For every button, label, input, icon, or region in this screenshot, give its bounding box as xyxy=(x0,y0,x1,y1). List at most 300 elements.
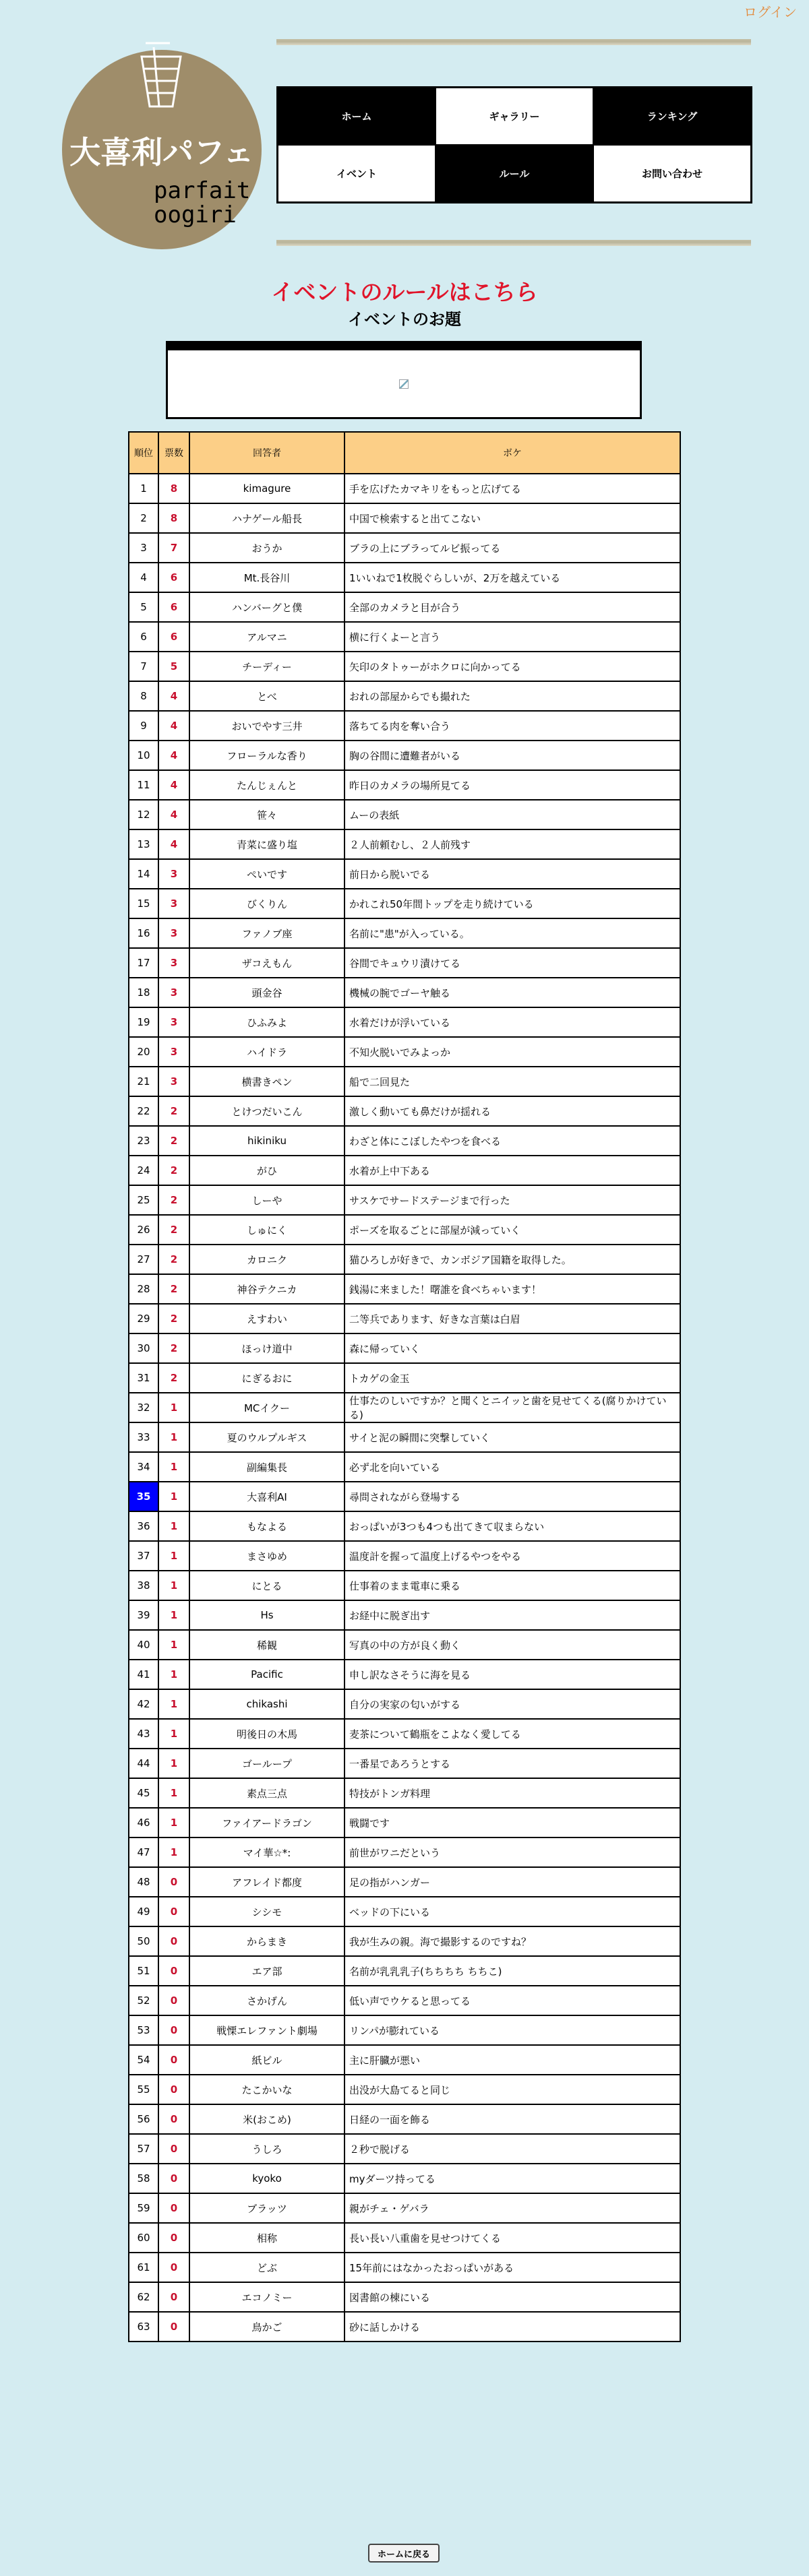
respondent-cell: もなよる xyxy=(189,1511,344,1541)
table-row xyxy=(129,1926,680,1956)
table-row xyxy=(129,948,680,978)
respondent-cell: がひ xyxy=(189,1156,344,1185)
votes-cell: 1 xyxy=(158,1778,189,1808)
boke-cell: おれの部屋からでも撮れた xyxy=(344,681,680,711)
respondent-cell: 紙ビル xyxy=(189,2045,344,2075)
parfait-oogiri-logo[interactable] xyxy=(61,42,263,251)
rank-cell: 47 xyxy=(129,1837,158,1867)
theme-heading: イベントのお題 xyxy=(348,310,461,329)
votes-cell: 0 xyxy=(158,2193,189,2223)
table-row xyxy=(129,1897,680,1926)
rank-cell: 35 xyxy=(129,1482,158,1511)
nav-item[interactable]: ランキング xyxy=(593,88,751,145)
rank-cell: 7 xyxy=(129,652,158,681)
rank-cell: 48 xyxy=(129,1867,158,1897)
votes-cell: 1 xyxy=(158,1689,189,1719)
votes-cell: 0 xyxy=(158,1986,189,2015)
votes-cell: 7 xyxy=(158,533,189,563)
rank-cell: 54 xyxy=(129,2045,158,2075)
boke-cell: ポーズを取るごとに部屋が減っていく xyxy=(344,1215,680,1245)
rank-cell: 39 xyxy=(129,1600,158,1630)
table-row xyxy=(129,2312,680,2342)
votes-cell: 0 xyxy=(158,1956,189,1986)
login-link[interactable]: ログイン xyxy=(744,4,797,20)
rank-cell: 63 xyxy=(129,2312,158,2342)
respondent-cell: Hs xyxy=(189,1600,344,1630)
table-row xyxy=(129,2164,680,2193)
votes-cell: 3 xyxy=(158,1007,189,1037)
boke-cell: お経中に脱ぎ出す xyxy=(344,1600,680,1630)
boke-cell: ブラの上にブラってルビ振ってる xyxy=(344,533,680,563)
boke-cell: 写真の中の方が良く動く xyxy=(344,1630,680,1660)
boke-cell: おっぱいが3つも4つも出てきて収まらない xyxy=(344,1511,680,1541)
boke-cell: 麦茶について鶴瓶をこよなく愛してる xyxy=(344,1719,680,1749)
respondent-cell: うしろ xyxy=(189,2134,344,2164)
logo-sub-text-2: oogiri xyxy=(154,201,237,228)
table-row xyxy=(129,2045,680,2075)
votes-cell: 0 xyxy=(158,2223,189,2253)
boke-cell: サイと泥の瞬間に突撃していく xyxy=(344,1422,680,1452)
rank-cell: 49 xyxy=(129,1897,158,1926)
votes-cell: 3 xyxy=(158,1037,189,1067)
votes-cell: 3 xyxy=(158,1067,189,1096)
table-row xyxy=(129,1778,680,1808)
nav-item[interactable]: ギャラリー xyxy=(436,88,593,145)
table-row xyxy=(129,2134,680,2164)
votes-cell: 0 xyxy=(158,1897,189,1926)
table-row xyxy=(129,2015,680,2045)
respondent-cell: 戦慄エレファント劇場 xyxy=(189,2015,344,2045)
boke-cell: 全部のカメラと目が合う xyxy=(344,592,680,622)
table-row xyxy=(129,1837,680,1867)
rank-cell: 22 xyxy=(129,1096,158,1126)
respondent-cell: kimagure xyxy=(189,474,344,503)
rules-link-title[interactable]: イベントのルールはこちら xyxy=(271,279,538,305)
boke-cell: 親がチェ・ゲバラ xyxy=(344,2193,680,2223)
table-row xyxy=(129,622,680,652)
boke-cell: 不知火脱いでみよっか xyxy=(344,1037,680,1067)
boke-cell: 15年前にはなかったおっぱいがある xyxy=(344,2253,680,2282)
votes-cell: 2 xyxy=(158,1274,189,1304)
table-row xyxy=(129,1630,680,1660)
respondent-cell: シシモ xyxy=(189,1897,344,1926)
respondent-cell: ほっけ道中 xyxy=(189,1333,344,1363)
respondent-cell: 米(おこめ) xyxy=(189,2104,344,2134)
votes-cell: 0 xyxy=(158,2104,189,2134)
nav-item[interactable]: お問い合わせ xyxy=(593,145,751,202)
votes-cell: 1 xyxy=(158,1393,189,1422)
rank-cell: 25 xyxy=(129,1185,158,1215)
boke-cell: 矢印のタトゥーがホクロに向かってる xyxy=(344,652,680,681)
votes-cell: 5 xyxy=(158,652,189,681)
votes-cell: 2 xyxy=(158,1245,189,1274)
votes-cell: 0 xyxy=(158,2075,189,2104)
rank-cell: 8 xyxy=(129,681,158,711)
votes-cell: 1 xyxy=(158,1837,189,1867)
respondent-cell: ひふみよ xyxy=(189,1007,344,1037)
table-row xyxy=(129,1422,680,1452)
respondent-cell: Pacific xyxy=(189,1660,344,1689)
respondent-cell: hikiniku xyxy=(189,1126,344,1156)
table-row xyxy=(129,2253,680,2282)
rank-cell: 26 xyxy=(129,1215,158,1245)
table-row xyxy=(129,1126,680,1156)
boke-cell: 谷間でキュウリ漬けてる xyxy=(344,948,680,978)
votes-cell: 3 xyxy=(158,918,189,948)
table-row xyxy=(129,1274,680,1304)
respondent-cell: 横書きペン xyxy=(189,1067,344,1096)
rank-cell: 11 xyxy=(129,770,158,800)
respondent-cell: 稀観 xyxy=(189,1630,344,1660)
rank-cell: 37 xyxy=(129,1541,158,1571)
respondent-cell: さかげん xyxy=(189,1986,344,2015)
boke-cell: ムーの表紙 xyxy=(344,800,680,829)
table-row xyxy=(129,503,680,533)
header-respondent: 回答者 xyxy=(189,432,344,474)
boke-cell: 仕事たのしいですか？と聞くとニイッと歯を見せてくる(腐りかけている) xyxy=(344,1393,680,1422)
respondent-cell: まさゆめ xyxy=(189,1541,344,1571)
respondent-cell: 青菜に盛り塩 xyxy=(189,829,344,859)
boke-cell: 横に行くよーと言う xyxy=(344,622,680,652)
table-row xyxy=(129,1037,680,1067)
table-row xyxy=(129,652,680,681)
votes-cell: 0 xyxy=(158,2015,189,2045)
respondent-cell: にぎるおに xyxy=(189,1363,344,1393)
table-header-row xyxy=(129,432,680,474)
votes-cell: 0 xyxy=(158,1926,189,1956)
table-row xyxy=(129,1867,680,1897)
rank-cell: 1 xyxy=(129,474,158,503)
table-row xyxy=(129,1511,680,1541)
boke-cell: myダーツ持ってる xyxy=(344,2164,680,2193)
boke-cell: 森に帰っていく xyxy=(344,1333,680,1363)
table-row xyxy=(129,1452,680,1482)
respondent-cell: 夏のウルプルギス xyxy=(189,1422,344,1452)
boke-cell: 図書館の棟にいる xyxy=(344,2282,680,2312)
header-votes: 票数 xyxy=(158,432,189,474)
votes-cell: 1 xyxy=(158,1511,189,1541)
respondent-cell: どぶ xyxy=(189,2253,344,2282)
rank-cell: 10 xyxy=(129,741,158,770)
rank-cell: 59 xyxy=(129,2193,158,2223)
table-row xyxy=(129,1689,680,1719)
nav-item[interactable]: ホーム xyxy=(278,88,436,145)
theme-image-box xyxy=(166,341,642,419)
rank-cell: 38 xyxy=(129,1571,158,1600)
votes-cell: 2 xyxy=(158,1304,189,1333)
rank-cell: 16 xyxy=(129,918,158,948)
results-body xyxy=(129,474,680,2342)
rank-cell: 36 xyxy=(129,1511,158,1541)
respondent-cell: しゅにく xyxy=(189,1215,344,1245)
table-row xyxy=(129,1067,680,1096)
rank-cell: 40 xyxy=(129,1630,158,1660)
table-row xyxy=(129,1571,680,1600)
table-row xyxy=(129,1660,680,1689)
votes-cell: 1 xyxy=(158,1600,189,1630)
table-row xyxy=(129,1956,680,1986)
boke-cell: ２秒で脱げる xyxy=(344,2134,680,2164)
boke-cell: 出没が大島てると同じ xyxy=(344,2075,680,2104)
respondent-cell: とけつだいこん xyxy=(189,1096,344,1126)
boke-cell: 申し訳なさそうに海を見る xyxy=(344,1660,680,1689)
votes-cell: 1 xyxy=(158,1571,189,1600)
respondent-cell: とべ xyxy=(189,681,344,711)
table-row xyxy=(129,1482,680,1511)
nav-item[interactable]: イベント xyxy=(278,145,436,202)
votes-cell: 8 xyxy=(158,474,189,503)
table-row xyxy=(129,770,680,800)
boke-cell: リンパが膨れている xyxy=(344,2015,680,2045)
table-row xyxy=(129,681,680,711)
rank-cell: 30 xyxy=(129,1333,158,1363)
rank-cell: 44 xyxy=(129,1749,158,1778)
respondent-cell: ぺいです xyxy=(189,859,344,889)
boke-cell: 足の指がハンガー xyxy=(344,1867,680,1897)
respondent-cell: ハンバーグと僕 xyxy=(189,592,344,622)
votes-cell: 2 xyxy=(158,1363,189,1393)
votes-cell: 4 xyxy=(158,681,189,711)
rank-cell: 27 xyxy=(129,1245,158,1274)
boke-cell: 水着が上中下ある xyxy=(344,1156,680,1185)
table-row xyxy=(129,2104,680,2134)
boke-cell: 前世がワニだという xyxy=(344,1837,680,1867)
rank-cell: 3 xyxy=(129,533,158,563)
table-row xyxy=(129,1007,680,1037)
respondent-cell: 副編集長 xyxy=(189,1452,344,1482)
table-row xyxy=(129,1363,680,1393)
table-row xyxy=(129,1215,680,1245)
respondent-cell: 笹々 xyxy=(189,800,344,829)
results-table xyxy=(128,431,681,2342)
boke-cell: 日経の一面を飾る xyxy=(344,2104,680,2134)
respondent-cell: エコノミー xyxy=(189,2282,344,2312)
respondent-cell: にとる xyxy=(189,1571,344,1600)
table-row xyxy=(129,1719,680,1749)
respondent-cell: カロニク xyxy=(189,1245,344,1274)
respondent-cell: えすわい xyxy=(189,1304,344,1333)
rank-cell: 5 xyxy=(129,592,158,622)
rank-cell: 6 xyxy=(129,622,158,652)
respondent-cell: アルマニ xyxy=(189,622,344,652)
boke-cell: 戦闘です xyxy=(344,1808,680,1837)
votes-cell: 4 xyxy=(158,741,189,770)
respondent-cell: フローラルな香り xyxy=(189,741,344,770)
votes-cell: 4 xyxy=(158,711,189,741)
rank-cell: 24 xyxy=(129,1156,158,1185)
header-boke: ボケ xyxy=(344,432,680,474)
boke-cell: ２人前頼むし、２人前残す xyxy=(344,829,680,859)
votes-cell: 2 xyxy=(158,1126,189,1156)
boke-cell: 低い声でウケると思ってる xyxy=(344,1986,680,2015)
table-row xyxy=(129,800,680,829)
votes-cell: 6 xyxy=(158,563,189,592)
boke-cell: かれこれ50年間トップを走り続けている xyxy=(344,889,680,918)
table-row xyxy=(129,533,680,563)
votes-cell: 2 xyxy=(158,1185,189,1215)
respondent-cell: 相称 xyxy=(189,2223,344,2253)
respondent-cell: たんじぇんと xyxy=(189,770,344,800)
boke-cell: 船で二回見た xyxy=(344,1067,680,1096)
rank-cell: 15 xyxy=(129,889,158,918)
boke-cell: 必ず北を向いている xyxy=(344,1452,680,1482)
boke-cell: 二等兵であります、好きな言葉は白眉 xyxy=(344,1304,680,1333)
respondent-cell: たこかいな xyxy=(189,2075,344,2104)
table-row xyxy=(129,1393,680,1422)
table-row xyxy=(129,918,680,948)
rank-cell: 52 xyxy=(129,1986,158,2015)
table-row xyxy=(129,2193,680,2223)
bottom-divider xyxy=(276,240,751,246)
table-row xyxy=(129,1096,680,1126)
rank-cell: 62 xyxy=(129,2282,158,2312)
table-row xyxy=(129,592,680,622)
rank-cell: 42 xyxy=(129,1689,158,1719)
respondent-cell: 大喜利AI xyxy=(189,1482,344,1511)
boke-cell: 昨日のカメラの場所見てる xyxy=(344,770,680,800)
respondent-cell: しーや xyxy=(189,1185,344,1215)
rank-cell: 2 xyxy=(129,503,158,533)
rank-cell: 17 xyxy=(129,948,158,978)
table-row xyxy=(129,2075,680,2104)
boke-cell: 銭湯に来ました！曙誰を食べちゃいます！ xyxy=(344,1274,680,1304)
rank-cell: 34 xyxy=(129,1452,158,1482)
table-row xyxy=(129,889,680,918)
votes-cell: 1 xyxy=(158,1452,189,1482)
rank-cell: 58 xyxy=(129,2164,158,2193)
respondent-cell: 素点三点 xyxy=(189,1778,344,1808)
respondent-cell: 神谷テクニカ xyxy=(189,1274,344,1304)
top-divider xyxy=(276,39,751,45)
votes-cell: 2 xyxy=(158,1156,189,1185)
respondent-cell: ゴーループ xyxy=(189,1749,344,1778)
table-row xyxy=(129,2282,680,2312)
rank-cell: 55 xyxy=(129,2075,158,2104)
respondent-cell: Mt.長谷川 xyxy=(189,563,344,592)
boke-cell: 激しく動いても鼻だけが揺れる xyxy=(344,1096,680,1126)
table-row xyxy=(129,1304,680,1333)
votes-cell: 0 xyxy=(158,1867,189,1897)
respondent-cell: MCイクー xyxy=(189,1393,344,1422)
respondent-cell: おいでやす三井 xyxy=(189,711,344,741)
table-row xyxy=(129,859,680,889)
table-row xyxy=(129,1541,680,1571)
rank-cell: 60 xyxy=(129,2223,158,2253)
votes-cell: 8 xyxy=(158,503,189,533)
table-row xyxy=(129,1333,680,1363)
rank-cell: 31 xyxy=(129,1363,158,1393)
back-to-home-button[interactable]: ホームに戻る xyxy=(368,2544,440,2563)
boke-cell: トカゲの金玉 xyxy=(344,1363,680,1393)
boke-cell: 落ちてる肉を奪い合う xyxy=(344,711,680,741)
table-row xyxy=(129,1245,680,1274)
respondent-cell: 明後日の木馬 xyxy=(189,1719,344,1749)
votes-cell: 2 xyxy=(158,1333,189,1363)
logo-sub-text-1: parfait xyxy=(154,177,251,204)
rank-cell: 28 xyxy=(129,1274,158,1304)
votes-cell: 3 xyxy=(158,978,189,1007)
main-nav xyxy=(276,86,752,203)
nav-item[interactable]: ルール xyxy=(436,145,593,202)
boke-cell: ベッドの下にいる xyxy=(344,1897,680,1926)
votes-cell: 1 xyxy=(158,1422,189,1452)
boke-cell: 猫ひろしが好きで、カンボジア国籍を取得した。 xyxy=(344,1245,680,1274)
rank-cell: 57 xyxy=(129,2134,158,2164)
boke-cell: 尋問されながら登場する xyxy=(344,1482,680,1511)
votes-cell: 4 xyxy=(158,829,189,859)
logo-main-text: 大喜利パフェ xyxy=(69,134,254,170)
table-row xyxy=(129,474,680,503)
broken-image-icon xyxy=(399,379,409,389)
rank-cell: 53 xyxy=(129,2015,158,2045)
votes-cell: 0 xyxy=(158,2134,189,2164)
votes-cell: 2 xyxy=(158,1215,189,1245)
boke-cell: 我が生みの親。海で撮影するのですね？ xyxy=(344,1926,680,1956)
votes-cell: 1 xyxy=(158,1541,189,1571)
table-row xyxy=(129,829,680,859)
votes-cell: 1 xyxy=(158,1808,189,1837)
boke-cell: 長い長い八重歯を見せつけてくる xyxy=(344,2223,680,2253)
votes-cell: 3 xyxy=(158,859,189,889)
respondent-cell: からまき xyxy=(189,1926,344,1956)
respondent-cell: チーディー xyxy=(189,652,344,681)
table-row xyxy=(129,1808,680,1837)
rank-cell: 19 xyxy=(129,1007,158,1037)
boke-cell: 水着だけが浮いている xyxy=(344,1007,680,1037)
votes-cell: 0 xyxy=(158,2253,189,2282)
respondent-cell: ハイドラ xyxy=(189,1037,344,1067)
respondent-cell: びくりん xyxy=(189,889,344,918)
respondent-cell: chikashi xyxy=(189,1689,344,1719)
votes-cell: 0 xyxy=(158,2312,189,2342)
boke-cell: 名前が乳乳乳子(ちちちち ちちこ) xyxy=(344,1956,680,1986)
rank-cell: 20 xyxy=(129,1037,158,1067)
boke-cell: 主に肝臓が悪い xyxy=(344,2045,680,2075)
boke-cell: 前日から脱いでる xyxy=(344,859,680,889)
boke-cell: 機械の腕でゴーヤ触る xyxy=(344,978,680,1007)
table-row xyxy=(129,1600,680,1630)
respondent-cell: 鳥かご xyxy=(189,2312,344,2342)
rank-cell: 29 xyxy=(129,1304,158,1333)
rank-cell: 18 xyxy=(129,978,158,1007)
boke-cell: 中国で検索すると出てこない xyxy=(344,503,680,533)
boke-cell: 自分の実家の匂いがする xyxy=(344,1689,680,1719)
boke-cell: 仕事着のまま電車に乗る xyxy=(344,1571,680,1600)
respondent-cell: kyoko xyxy=(189,2164,344,2193)
rank-cell: 9 xyxy=(129,711,158,741)
votes-cell: 3 xyxy=(158,948,189,978)
boke-cell: 砂に話しかける xyxy=(344,2312,680,2342)
rank-cell: 14 xyxy=(129,859,158,889)
respondent-cell: 頭金谷 xyxy=(189,978,344,1007)
votes-cell: 1 xyxy=(158,1719,189,1749)
votes-cell: 6 xyxy=(158,592,189,622)
respondent-cell: ザコえもん xyxy=(189,948,344,978)
table-row xyxy=(129,741,680,770)
rank-cell: 21 xyxy=(129,1067,158,1096)
rank-cell: 33 xyxy=(129,1422,158,1452)
rank-cell: 12 xyxy=(129,800,158,829)
respondent-cell: エア部 xyxy=(189,1956,344,1986)
boke-cell: 特技がトンガ料理 xyxy=(344,1778,680,1808)
rank-cell: 45 xyxy=(129,1778,158,1808)
rank-cell: 43 xyxy=(129,1719,158,1749)
respondent-cell: マイ華☆*: xyxy=(189,1837,344,1867)
votes-cell: 4 xyxy=(158,770,189,800)
boke-cell: 1いいねで1枚脱ぐらしいが、2万を越えている xyxy=(344,563,680,592)
respondent-cell: アフレイド都度 xyxy=(189,1867,344,1897)
votes-cell: 2 xyxy=(158,1096,189,1126)
